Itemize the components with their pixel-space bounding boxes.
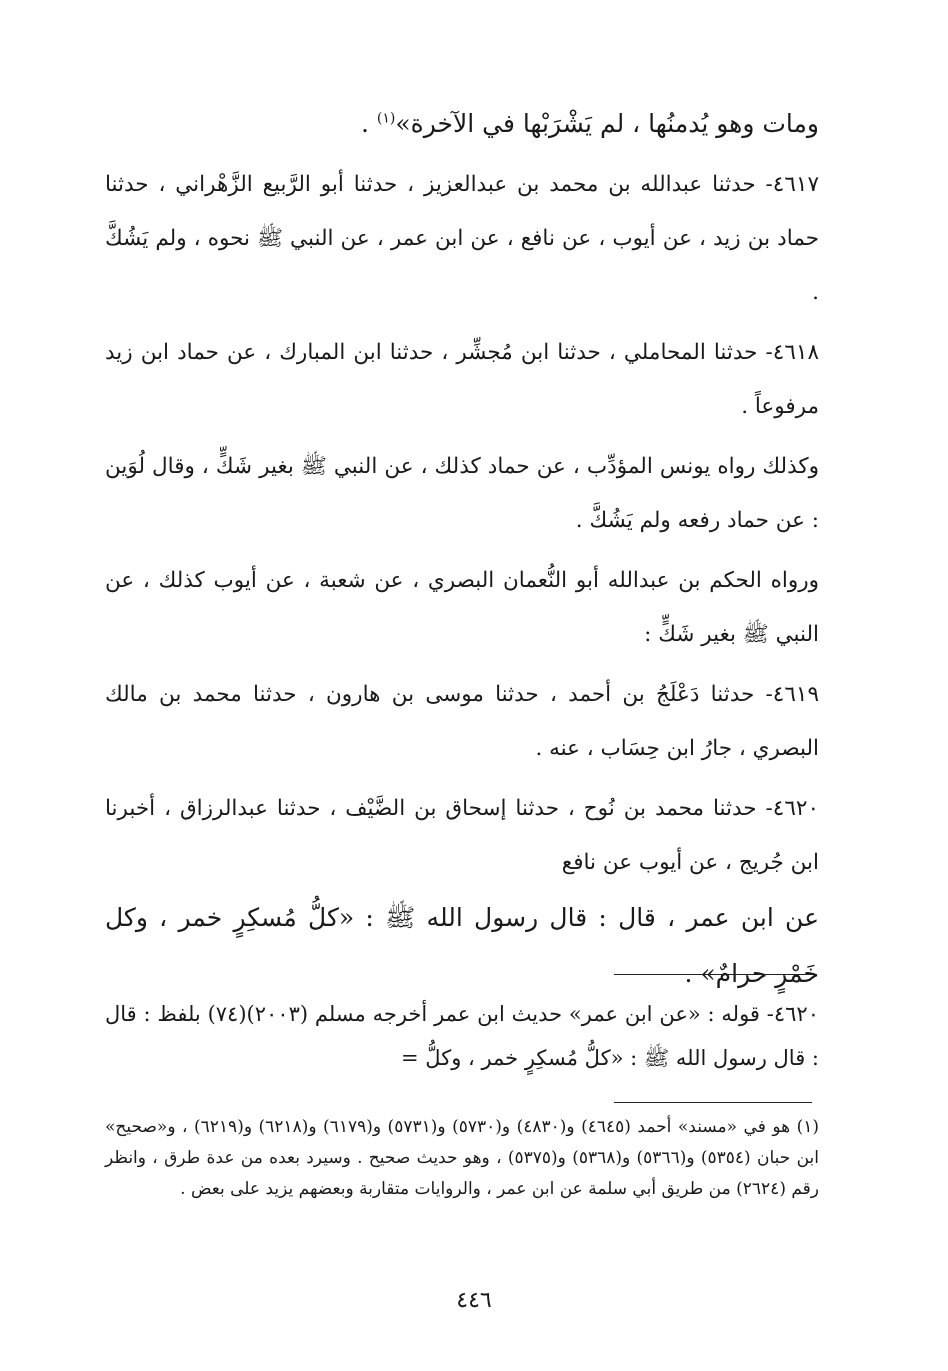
commentary-divider <box>614 974 812 975</box>
paragraph-hadith-ending <box>105 96 819 152</box>
paragraph-hadith-4617: ٤٦١٧- حدثنا عبدالله بن محمد بن عبدالعزيز ، حدثنا أبو الرَّبيع الزَّهْراني ، حدثنا حماد بن زيد ، عن أيوب ، عن نافع ، عن ابن عمر ، عن النبي ﷺ نحوه ، ولم يَشُكَّ . <box>105 172 819 305</box>
paragraph-hadith-text: عن ابن عمر ، قال : قال رسول الله ﷺ : «كلُّ مُسكِرٍ خمر ، وكل خَمْرٍ حرامٌ» . <box>105 903 819 988</box>
paragraph-hadith-4620: ٤٦٢٠- حدثنا محمد بن نُوح ، حدثنا إسحاق بن الضَّيْف ، حدثنا عبدالرزاق ، أخبرنا ابن جُريج ، عن أيوب عن نافع <box>105 796 819 875</box>
footnote-text: (١) هو في «مسند» أحمد (٤٦٤٥) و(٤٨٣٠) و(٥٧٣٠) و(٥٧٣١) و(٦١٧٩) و(٦٢١٨) و(٦٢١٩) ، و«صحيح» ابن حبان (٥٣٥٤) و(٥٣٦٦) و(٥٣٦٨) و(٥٣٧٥) ، وهو حديث صحيح . وسيرد بعده من عدة طرق ، وانظر رقم (٢٦٢٤) من طريق أبي سلمة عن ابن عمر ، والروايات متقاربة وبعضهم يزيد على بعض . <box>105 1117 819 1199</box>
paragraph-yunus-narration: وكذلك رواه يونس المؤدِّب ، عن حماد كذلك ، عن النبي ﷺ بغير شَكٍّ ، وقال لُوَين : عن حماد رفعه ولم يَشُكَّ . <box>105 454 819 533</box>
commentary-text: ٤٦٢٠- قوله : «عن ابن عمر» حديث ابن عمر أخرجه مسلم (٢٠٠٣)(٧٤) بلفظ : قال : قال رسول الله ﷺ : «كلُّ مُسكِرٍ خمر ، وكلُّ = <box>105 1002 819 1070</box>
paragraph-hakam-narration: ورواه الحكم بن عبدالله أبو النُّعمان البصري ، عن شعبة ، عن أيوب كذلك ، عن النبي ﷺ بغير شَكٍّ : <box>105 568 819 647</box>
hadith-ending-period: . <box>360 109 377 138</box>
footnote-divider <box>614 1102 812 1103</box>
main-text <box>105 96 819 1002</box>
hadith-ending-text: ومات وهو يُدمنُها ، لم يَشْرَبْها في الآخرة» <box>395 109 819 138</box>
footnote-reference[interactable]: (١) <box>376 110 396 127</box>
paragraph-hadith-4619: ٤٦١٩- حدثنا دَعْلَجُ بن أحمد ، حدثنا موسى بن هارون ، حدثنا محمد بن مالك البصري ، جارُ ابن حِسَاب ، عنه . <box>105 682 819 761</box>
page-number: ٤٤٦ <box>456 1288 492 1313</box>
paragraph-hadith-4618: ٤٦١٨- حدثنا المحاملي ، حدثنا ابن مُجشِّر ، حدثنا ابن المبارك ، عن حماد ابن زيد مرفوعاً . <box>105 340 819 419</box>
